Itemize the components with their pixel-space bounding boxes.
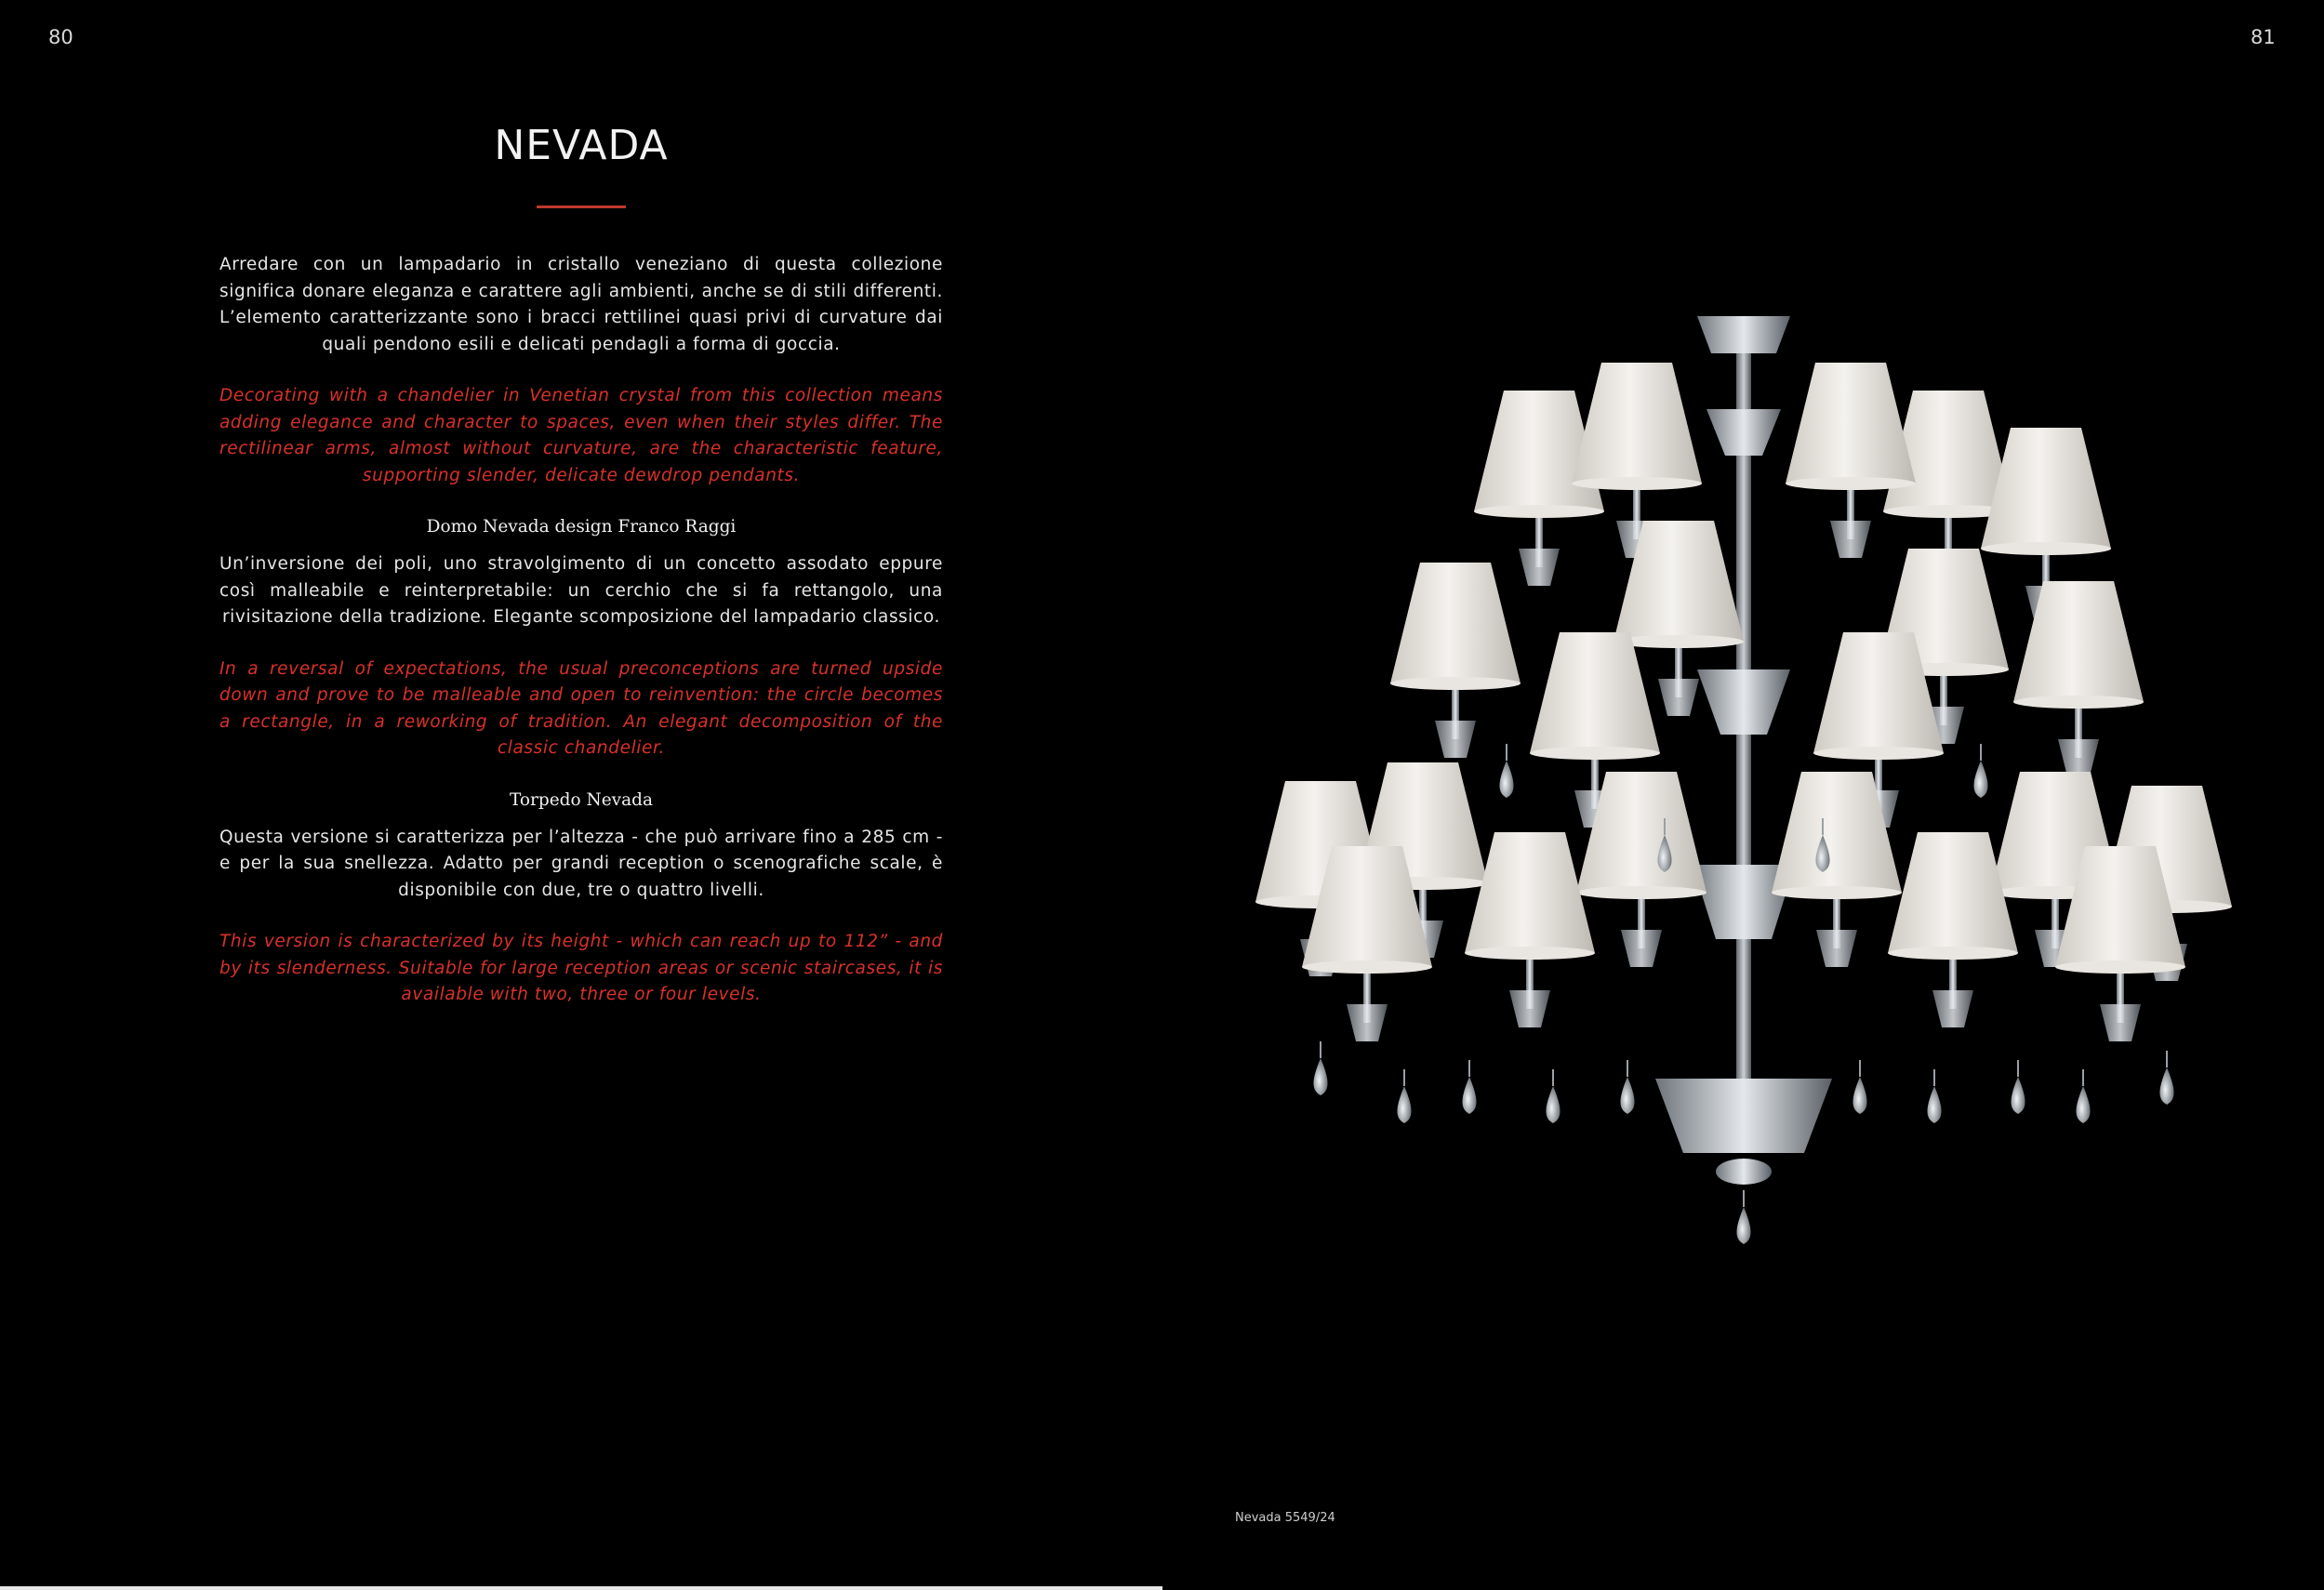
torpedo-italian: Questa versione si caratterizza per l’altezza - che può arrivare fino a 285 cm - e per la sua snellezza. Adatto per grandi reception o scenografiche scale, è disponibile con due, tre o quattro livelli. — [219, 827, 943, 900]
domo-italian: Un’inversione dei poli, uno stravolgimento di un concetto assodato eppure così malleabile e reinterpretabile: un cerchio che si fa rettangolo, una rivisitazione della tradizione. Elegante scomposizione del lampadario classico. — [219, 554, 943, 627]
page-title: NEVADA — [494, 122, 669, 169]
page-number-left: 80 — [48, 26, 73, 48]
page-number-right: 81 — [2251, 26, 2276, 48]
chandelier-photo — [1228, 298, 2260, 1320]
bottom-edge-strip — [0, 1586, 1162, 1590]
intro-italian: Arredare con un lampadario in cristallo veneziano di questa collezione significa donare eleganza e carattere agli ambienti, anche se di stili differenti. L’elemento caratterizzante sono i bracci rettilinei quasi privi di curvature dai quali pendono esili e delicati pendagli a forma di goccia. — [219, 255, 943, 354]
title-divider — [537, 205, 626, 208]
torpedo-english: This version is characterized by its height - which can reach up to 112” - and by its slenderness. Suitable for large reception areas or scenic staircases, it is available with two, three or four levels. — [219, 932, 943, 1004]
intro-english: Decorating with a chandelier in Venetian crystal from this collection means adding elegance and character to spaces, even when their styles differ. The rectilinear arms, almost without curvature, are the characteristic feature, supporting slender, delicate dewdrop pendants. — [219, 386, 943, 485]
domo-english: In a reversal of expectations, the usual preconceptions are turned upside down and prove to be malleable and open to reinvention: the circle becomes a rectangle, in a reworking of tradition. An elegant decomposition of the classic chandelier. — [219, 658, 943, 758]
photo-caption: Nevada 5549/24 — [1235, 1511, 1335, 1525]
text-column — [219, 110, 943, 1009]
torpedo-heading: Torpedo Nevada — [509, 789, 654, 810]
domo-heading: Domo Nevada design Franco Raggi — [426, 517, 737, 537]
